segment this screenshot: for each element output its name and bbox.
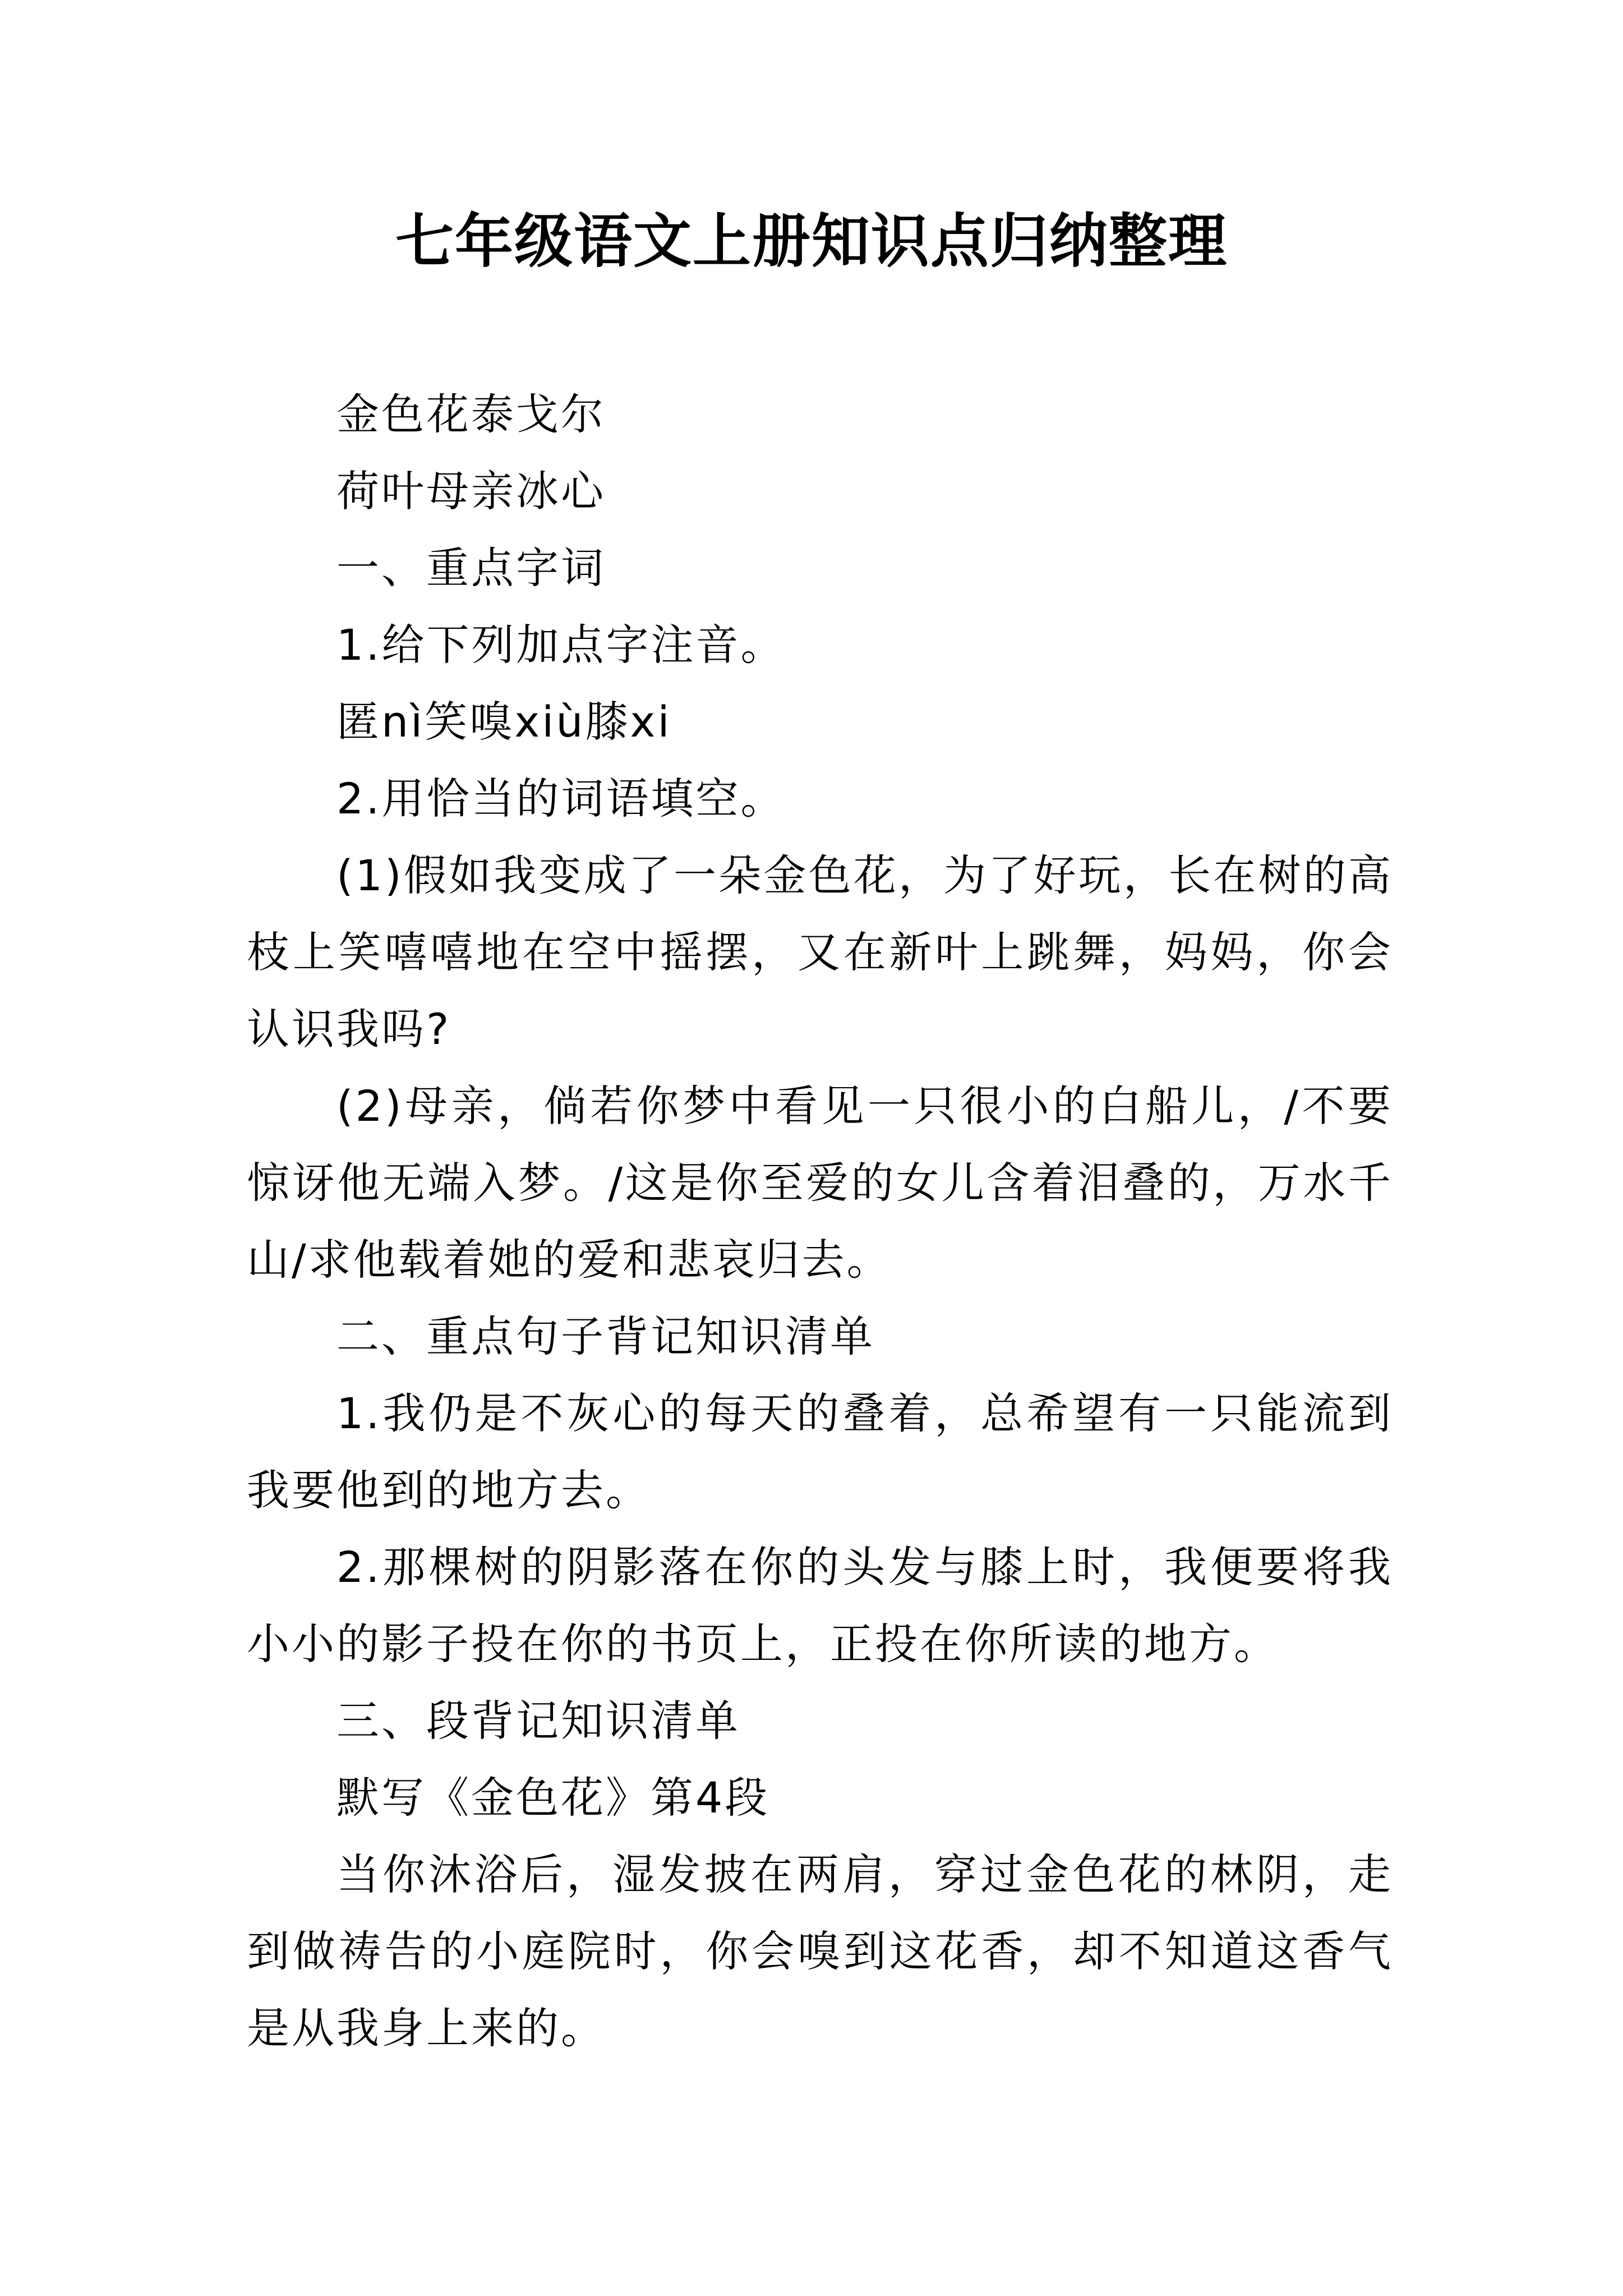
document-title: 七年级语文上册知识点归纳整理 <box>395 206 1228 275</box>
paragraph-dictation-instruction: 默写《金色花》第4段 <box>336 1773 770 1823</box>
paragraph-dictation-text: 当你沐浴后，湿发披在两肩，穿过金色花的林阴，走到做祷告的小庭院时，你会嗅到这花香，却不知道这香气是从我身上来的。 <box>247 1849 1393 2053</box>
paragraph-answer-2: (2)母亲，倘若你梦中看见一只很小的白船儿，/不要惊讶他无端入梦。/这是你至爱的女儿含着泪叠的，万水千山/求他载着她的爱和悲哀归去。 <box>247 1081 1393 1285</box>
document-body <box>247 376 1393 2067</box>
paragraph-pinyin: 匿nì笑嗅xiù膝xi <box>336 697 672 747</box>
paragraph-sentence-2: 2.那棵树的阴影落在你的头发与膝上时，我便要将我小小的影子投在你的书页上，正投在你所读的地方。 <box>247 1542 1393 1669</box>
paragraph-question-1: 1.给下列加点字注音。 <box>336 620 786 670</box>
paragraph-question-2: 2.用恰当的词语填空。 <box>336 774 786 823</box>
paragraph-poem-title-1: 金色花泰戈尔 <box>336 389 606 439</box>
paragraph-poem-title-2: 荷叶母亲冰心 <box>336 466 606 516</box>
section-heading-key-words: 一、重点字词 <box>336 543 606 593</box>
paragraph-answer-1: (1)假如我变成了一朵金色花，为了好玩，长在树的高枝上笑嘻嘻地在空中摇摆，又在新叶上跳舞，妈妈，你会认识我吗? <box>247 850 1393 1054</box>
section-heading-key-sentences: 二、重点句子背记知识清单 <box>336 1312 875 1361</box>
paragraph-sentence-1: 1.我仍是不灰心的每天的叠着，总希望有一只能流到我要他到的地方去。 <box>247 1388 1393 1515</box>
section-heading-paragraph-recitation: 三、段背记知识清单 <box>336 1696 740 1746</box>
